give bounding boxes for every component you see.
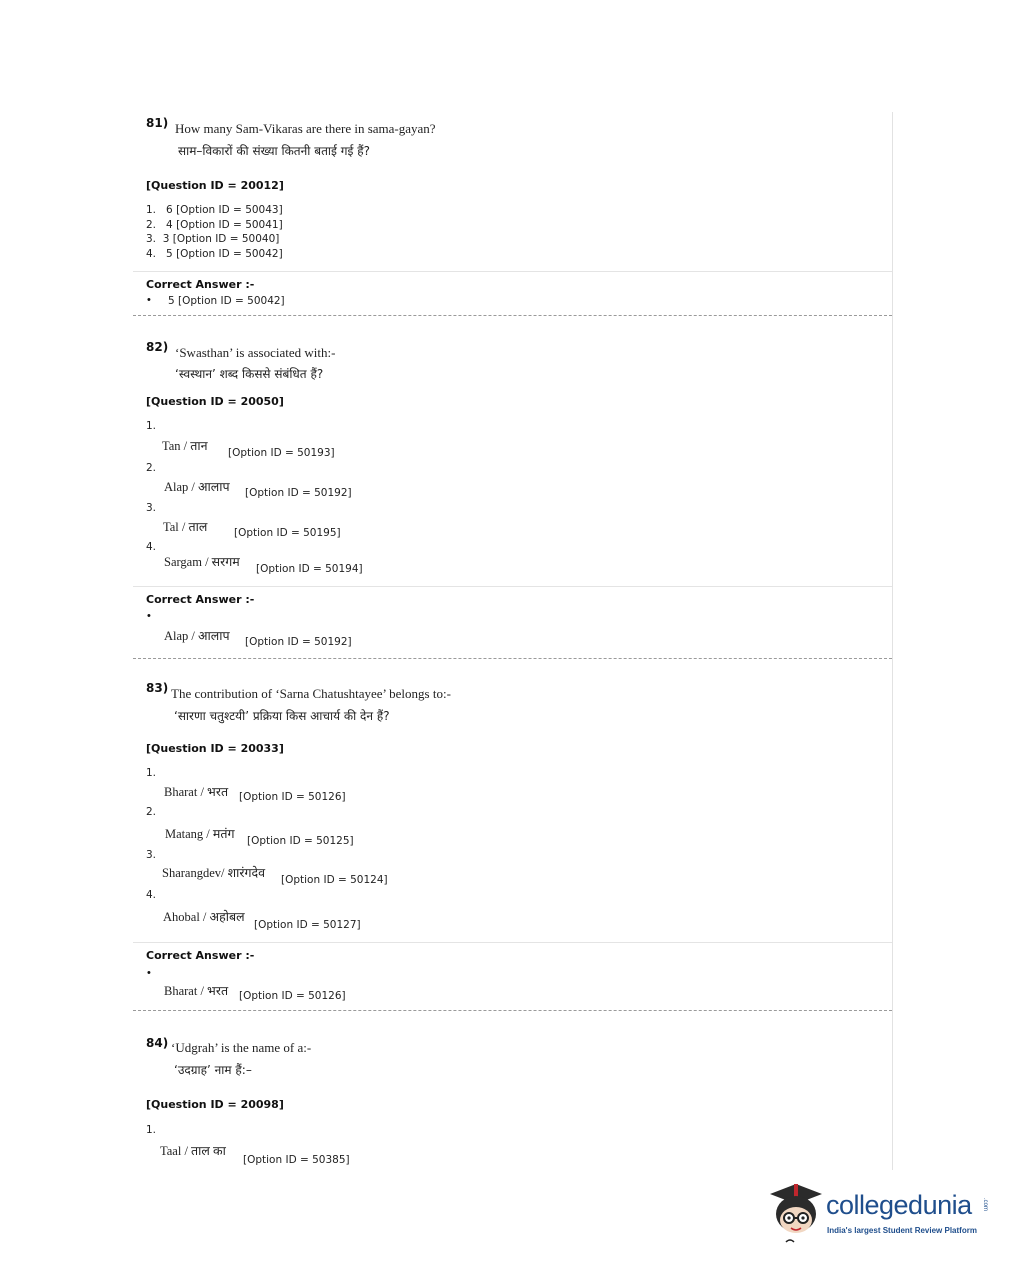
correct-answer-label-text: Bharat / भरत <box>164 984 229 998</box>
question-paper-page <box>133 112 893 1170</box>
option-index: 1. <box>146 420 157 432</box>
option-label: Matang / मतंग <box>165 827 235 841</box>
question-text-hindi: साम–विकारों की संख्या कितनी बताई गई हैं? <box>178 144 370 158</box>
option-index: 2. <box>146 462 157 474</box>
logo-wordmark: collegedunia <box>826 1190 972 1220</box>
question-id: [Question ID = 20012] <box>146 179 284 192</box>
section-divider <box>133 586 892 587</box>
option-id: [Option ID = 50194] <box>256 563 363 575</box>
section-divider <box>133 271 892 272</box>
option-id: [Option ID = 50127] <box>254 919 361 931</box>
question-text-english: ‘Udgrah’ is the name of a:- <box>171 1040 312 1055</box>
option-index: 4. <box>146 889 157 901</box>
bullet: • <box>147 294 151 306</box>
option-id: [Option ID = 50126] <box>239 791 346 803</box>
question-text-english: ‘Swasthan’ is associated with:- <box>175 345 336 360</box>
option-id: [Option ID = 50125] <box>247 835 354 847</box>
option-label: Ahobal / अहोबल <box>163 910 245 924</box>
question-number: 83) <box>146 681 169 695</box>
option-id: [Option ID = 50195] <box>234 527 341 539</box>
question-text-hindi: ‘स्वस्थान’ शब्द किससे संबंधित हैं? <box>175 367 324 381</box>
correct-answer-label: Correct Answer :- <box>146 949 255 962</box>
correct-answer-option-id: [Option ID = 50192] <box>245 636 352 648</box>
option-index: 1. <box>146 1124 157 1136</box>
question-id: [Question ID = 20033] <box>146 742 284 755</box>
option-label: Bharat / भरत <box>164 785 229 799</box>
option-id: [Option ID = 50124] <box>281 874 388 886</box>
question-text-hindi: ‘उदग्राह’ नाम हैं:– <box>174 1063 252 1077</box>
question-id: [Question ID = 20098] <box>146 1098 284 1111</box>
option-index: 1. <box>146 767 157 779</box>
option-index: 2. <box>146 806 157 818</box>
option-item: 1. 6 [Option ID = 50043] <box>146 204 283 216</box>
question-number: 82) <box>146 340 169 354</box>
mascot-icon <box>766 1176 826 1248</box>
option-item: 4. 5 [Option ID = 50042] <box>146 248 283 260</box>
question-number: 84) <box>146 1036 169 1050</box>
question-text-english: How many Sam-Vikaras are there in sama-gayan? <box>175 121 436 136</box>
correct-answer-label: Correct Answer :- <box>146 593 255 606</box>
option-item: 2. 4 [Option ID = 50041] <box>146 219 283 231</box>
option-id: [Option ID = 50192] <box>245 487 352 499</box>
question-number: 81) <box>146 116 169 130</box>
option-index: 3. <box>146 849 157 861</box>
bullet: • <box>147 610 151 622</box>
option-label: Tal / ताल <box>163 520 208 534</box>
collegedunia-logo <box>766 1176 996 1248</box>
option-id: [Option ID = 50385] <box>243 1154 350 1166</box>
bullet: • <box>147 967 151 979</box>
option-label: Taal / ताल का <box>160 1144 226 1158</box>
option-label: Alap / आलाप <box>164 480 230 494</box>
question-text-english: The contribution of ‘Sarna Chatushtayee’ belongs to:- <box>171 686 451 701</box>
logo-suffix: .com <box>982 1198 988 1212</box>
question-id: [Question ID = 20050] <box>146 395 284 408</box>
question-separator <box>133 658 892 659</box>
correct-answer-text: 5 [Option ID = 50042] <box>168 295 285 307</box>
correct-answer-option-id: [Option ID = 50126] <box>239 990 346 1002</box>
question-separator <box>133 1010 892 1011</box>
correct-answer-label-text: Alap / आलाप <box>164 629 230 643</box>
correct-answer-label: Correct Answer :- <box>146 278 255 291</box>
option-item: 3. 3 [Option ID = 50040] <box>146 233 280 245</box>
option-label: Sharangdev/ शारंगदेव <box>162 866 266 880</box>
option-label: Tan / तान <box>162 439 208 453</box>
question-separator <box>133 315 892 316</box>
option-index: 3. <box>146 502 157 514</box>
question-text-hindi: ‘सारणा चतुश्टयी’ प्रक्रिया किस आचार्य की देन हैं? <box>174 709 390 723</box>
section-divider <box>133 942 892 943</box>
option-id: [Option ID = 50193] <box>228 447 335 459</box>
option-label: Sargam / सरगम <box>164 555 240 569</box>
option-index: 4. <box>146 541 157 553</box>
logo-tagline: India's largest Student Review Platform <box>827 1226 977 1235</box>
